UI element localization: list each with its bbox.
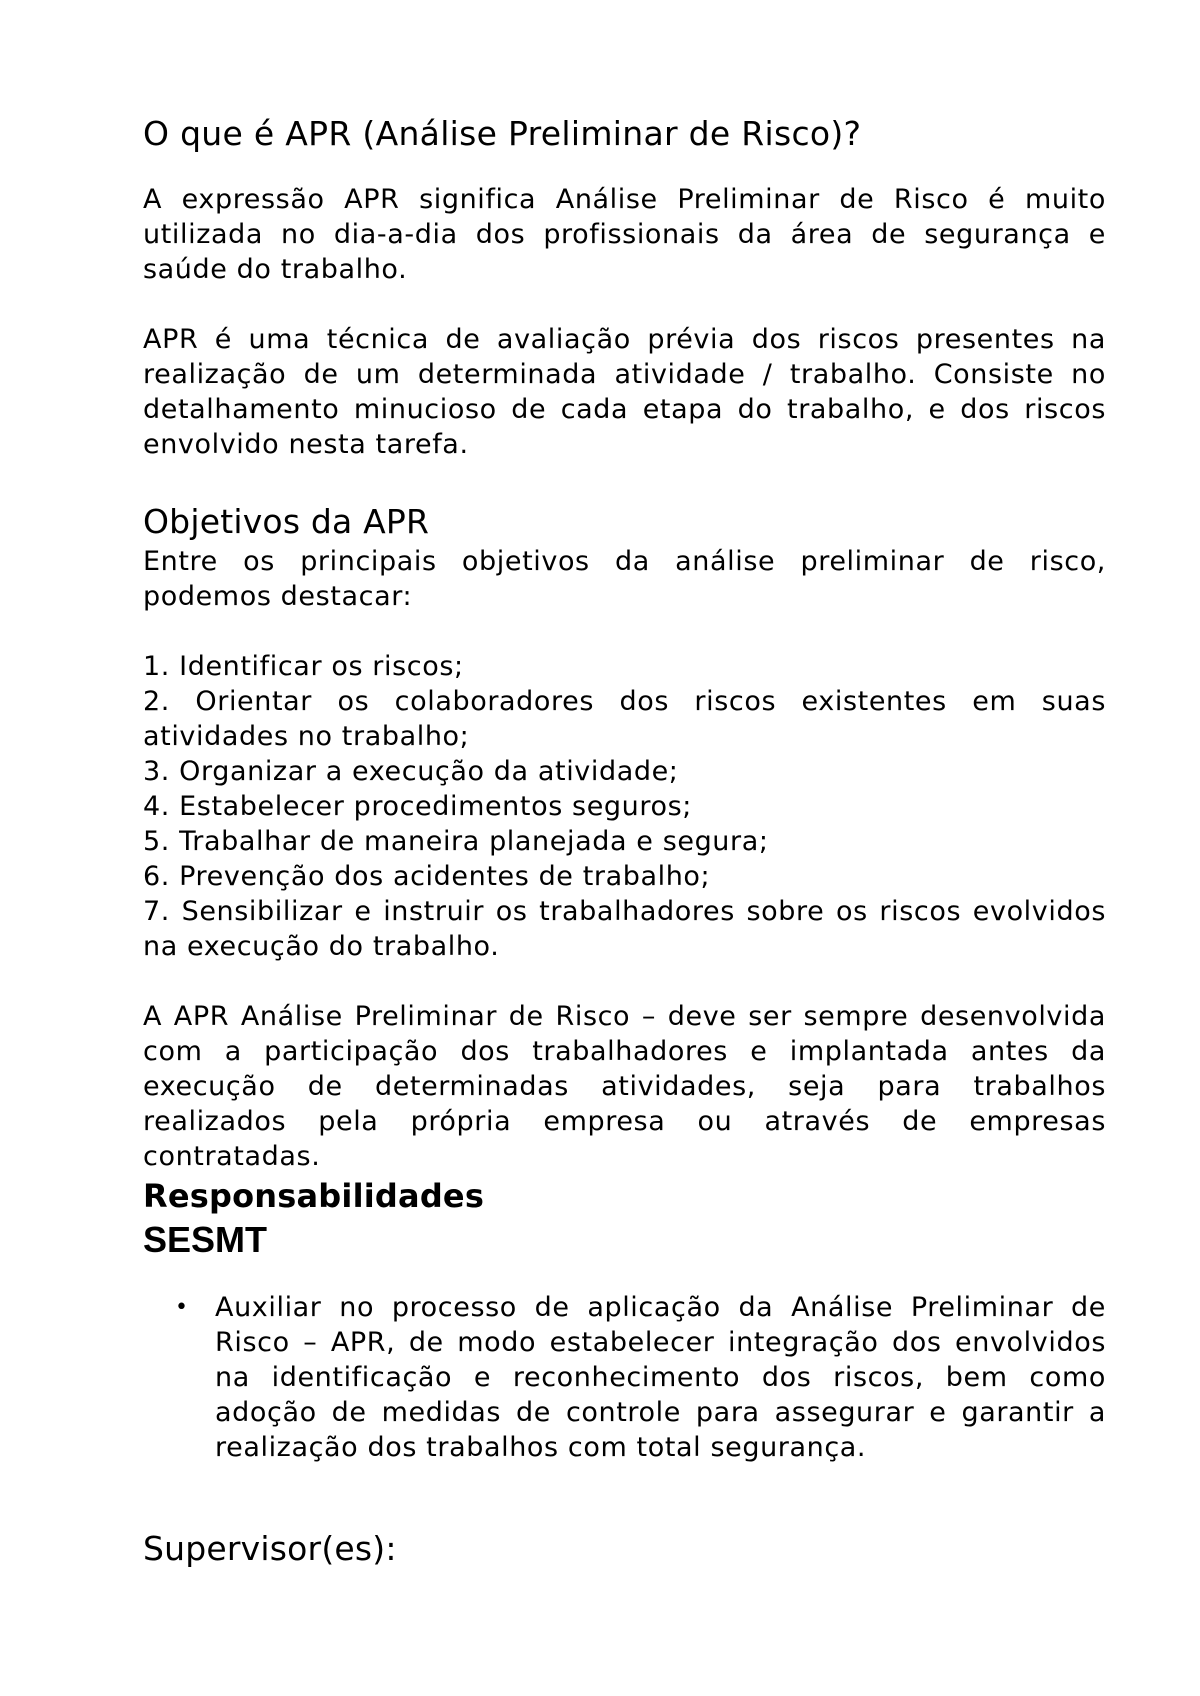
sesmt-list: [143, 1290, 1106, 1465]
intro-paragraph: A expressão APR significa Análise Preliminar de Risco é muito utilizada no dia-a-dia dos profissionais da área de segurança e saúde do trabalho.: [143, 184, 1106, 285]
objectives-list: [143, 649, 1106, 964]
document-content: [143, 112, 1106, 1571]
list-item: 7. Sensibilizar e instruir os trabalhadores sobre os riscos evolvidos na execução do trabalho.: [143, 896, 1106, 962]
list-item: 2. Orientar os colaboradores dos riscos existentes em suas atividades no trabalho;: [143, 686, 1106, 752]
list-item: 6. Prevenção dos acidentes de trabalho;: [143, 861, 711, 892]
list-item: 3. Organizar a execução da atividade;: [143, 756, 679, 787]
sesmt-item-text: Auxiliar no processo de aplicação da Análise Preliminar de Risco – APR, de modo estabelecer integração dos envolvidos na identificação e reconhecimento dos riscos, bem como adoção de medidas de controle para assegurar e garantir a realização dos trabalhos com total segurança.: [215, 1292, 1106, 1463]
list-item: 1. Identificar os riscos;: [143, 651, 464, 682]
list-item: 4. Estabelecer procedimentos seguros;: [143, 791, 692, 822]
bullet-icon: •: [175, 1295, 189, 1320]
participation-paragraph: A APR Análise Preliminar de Risco – deve ser sempre desenvolvida com a participação dos trabalhadores e implantada antes da execução de determinadas atividades, seja para trabalhos realizados pela própria empresa ou através de empresas contratadas.: [143, 1001, 1106, 1172]
sesmt-heading: SESMT: [143, 1219, 268, 1260]
responsibilities-heading: Responsabilidades: [143, 1177, 485, 1215]
objectives-heading: Objetivos da APR: [143, 502, 430, 541]
objectives-lead: Entre os principais objetivos da análise preliminar de risco, podemos destacar:: [143, 546, 1106, 612]
page-title: O que é APR (Análise Preliminar de Risco)?: [143, 114, 862, 153]
list-item: [175, 1290, 1106, 1465]
list-item: 5. Trabalhar de maneira planejada e segura;: [143, 826, 769, 857]
supervisor-heading: Supervisor(es):: [143, 1529, 397, 1568]
definition-paragraph: APR é uma técnica de avaliação prévia dos riscos presentes na realização de um determinada atividade / trabalho. Consiste no detalhamento minucioso de cada etapa do trabalho, e dos riscos envolvido nesta tarefa.: [143, 324, 1106, 460]
